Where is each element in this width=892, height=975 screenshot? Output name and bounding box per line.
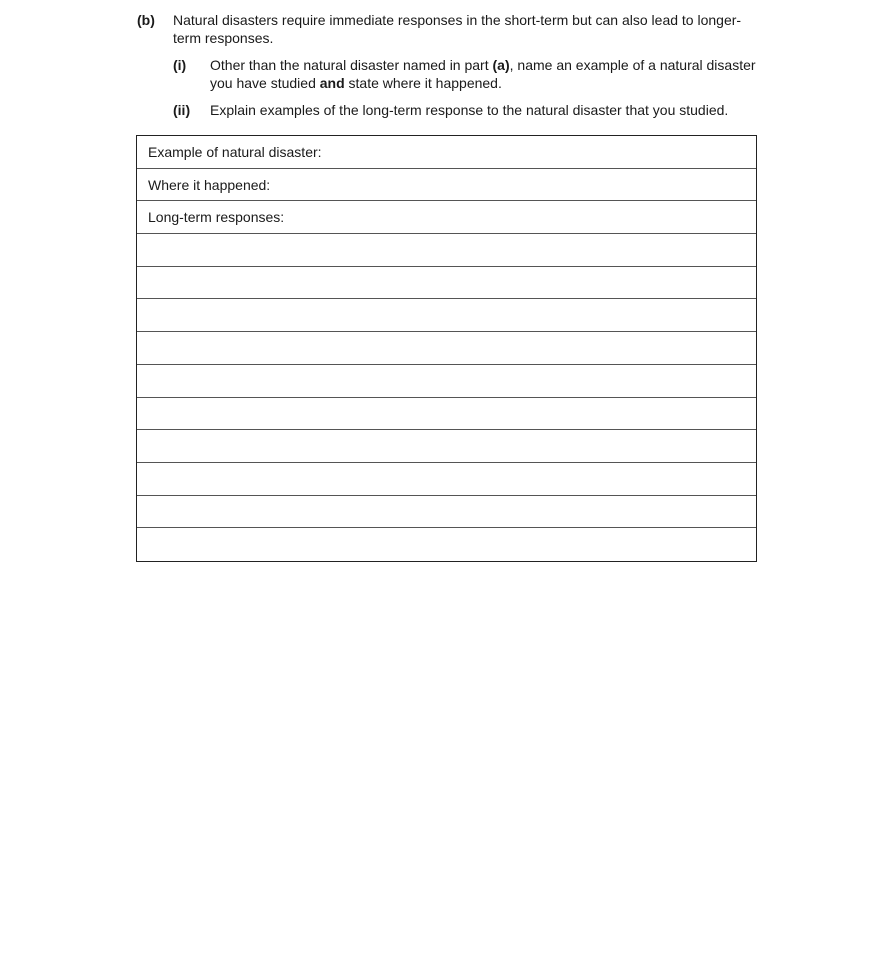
- answer-line[interactable]: [137, 267, 756, 300]
- answer-line[interactable]: [137, 332, 756, 365]
- answer-line[interactable]: [137, 234, 756, 267]
- sub-question-ii-label: (ii): [173, 102, 191, 118]
- answer-line[interactable]: [137, 299, 756, 332]
- sub-question-i-label: (i): [173, 57, 187, 73]
- question-b-row: [137, 11, 767, 47]
- responses-field-label: Long-term responses:: [148, 209, 285, 226]
- sub-question-i-text-part2: , name an example of a natural disaster you have studied: [210, 57, 756, 91]
- example-field[interactable]: [137, 136, 756, 169]
- sub-question-ii: [173, 101, 767, 119]
- sub-question-i-bold-part-a: (a): [492, 57, 510, 73]
- answer-line[interactable]: [137, 365, 756, 398]
- responses-field[interactable]: [137, 201, 756, 234]
- sub-question-i: [173, 56, 767, 92]
- sub-question-ii-text: Explain examples of the long-term response to the natural disaster that you studied.: [210, 102, 729, 118]
- where-field[interactable]: [137, 169, 756, 202]
- answer-line[interactable]: [137, 430, 756, 463]
- sub-question-i-bold-and: and: [319, 75, 345, 91]
- sub-question-i-text-part3: state where it happened.: [344, 75, 502, 91]
- where-field-label: Where it happened:: [148, 176, 271, 193]
- answer-line[interactable]: [137, 528, 756, 561]
- answer-line[interactable]: [137, 463, 756, 496]
- question-b: [137, 11, 767, 119]
- answer-table: [136, 135, 757, 562]
- sub-question-i-text-part1: Other than the natural disaster named in part: [210, 57, 493, 73]
- sub-question-i-text: [210, 56, 767, 92]
- question-b-label: (b): [137, 12, 155, 28]
- answer-line[interactable]: [137, 398, 756, 431]
- answer-line[interactable]: [137, 496, 756, 529]
- question-b-text: Natural disasters require immediate responses in the short-term but can also lead to longer-term responses.: [173, 12, 742, 46]
- example-field-label: Example of natural disaster:: [148, 143, 322, 160]
